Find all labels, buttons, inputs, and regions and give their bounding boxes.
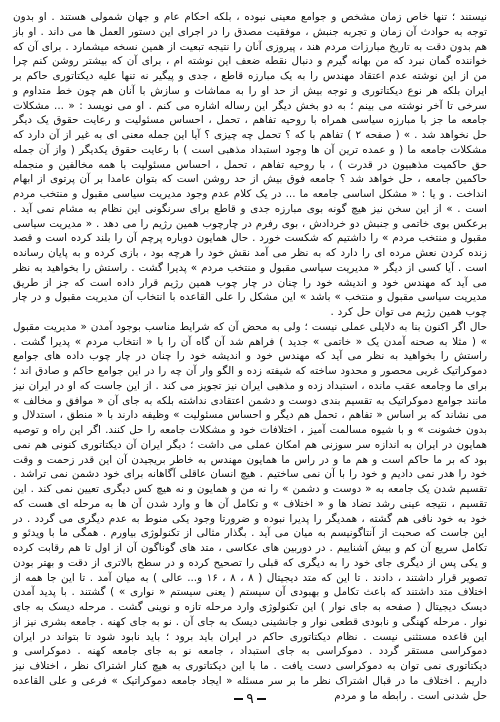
footer-dash-left bbox=[234, 698, 243, 700]
paragraph-1: نیستند ؛ تنها خاص زمان مشخص و جوامع معینی نبوده ، بلکه احکام عام و جهان شمولی هستند . او بدون توجه به حوادث آن زمان و تجربه جنبش ، موفقیت مصدق را در اجرای این دستور العمل ها می داند . او باز هم بدون دقت به تاریخ مبارزات مردم هند ، پیروزی آنان را نتیجه تبعیت از همین نسخه میشمارد . برای آن که خواننده گمان نبرد که من بهانه گیرم و دنبال نقطه ضعف این نوشته ام ، برای آن که بیشتر روشن کنم چرا من از این نوشته عدم اعتقاد مهندس را به یک مبارزه قاطع ، جدی و پیگیر نه تنها علیه دیکتاتوری حاکم بر ایران بلکه هر نوع دیکتاتوری و توجه بیش از حد او را به مماشات و سازش با آنان هم چون خط متداوم و سرخی تا آخر نوشته می بینم ؛ به دو بخش دیگر این رساله اشاره می کنم . او می نویسد : « ... مشکلات جامعه ما جز با مبارزه سیاسی همراه با روحیه تفاهم ، تحمل ، احساس مسئولیت و رعایت حقوق یک دیگر حل نخواهد شد . » ( صفحه ۲ ) تفاهم با که ؟ تحمل چه چیزی ؟ آیا این جمله معنی ای به غیر از آن دارد که مشکلات جامعه ما ( و عمده ترین آن ها وجود استبداد مذهبی است ) با رعایت حقوق یکدیگر ( واز آن جمله حق حاکمیت مذهبیون در قدرت ) ، با روحیه تفاهم ، تحمل ، احساس مسئولیت با همه مخالفین و منجمله حاکمین جامعه ، حل خواهد شد ؟ جامعه فوق بیش از حد روشن است که بتوان عامدا بر آن پرتوی از ابهام انداخت . و یا : « مشکل اساسی جامعه ما ... در یک کلام عدم وجود مدیریت سیاسی مقبول و منتخب مردم است . » از این سخن نیز هیچ گونه بوی مبارزه جدی و قاطع برای سرنگونی این نظام به مشام نمی آید . برعکس بوی خاتمی و جنبش دو خردادش ، بوی رفرم در چارچوب همین رژیم را می دهد . « مدیریت سیاسی مقبول و منتخب مردم » را داشتیم که شکست خورد . حال همایون دوباره پرچم آن را بلند کرده است و قصد زنده کردن نعش مرده ای را دارد که به نظر می آمد نقش خود را هرچه بود ، بازی کرده و به پایان رسانده است . آیا کسی از دیگر « مدیریت سیاسی مقبول و منتخب مردم » پدیرا گشت . راستش را بخواهید به نظر می آید که مهندس خود و اندیشه خود را چنان در چار چوب همین رژیم قرار داده است که جز از طریق مدیریت سیاسی مقبول و منتخب » باشد » این مشکل را علی القاعده با انتخاب آن مدیریت مقبول و در چار چوب همین رژیم می توان حل کرد . bbox=[13, 11, 488, 318]
paragraph-2: حال اگر اکنون بنا به دلایلی عملی نیست ؛ ولی به محض آن که شرایط مناسب بوجود آمدن « مدیریت مقبول » ( مثلا به صحنه آمدن یک « خاتمی » جدید ) فراهم شد آن گاه آن را با « انتخاب مردم » پدیرا گشت . راستش را بخواهید به نظر می آید که مهندس خود و اندیشه خود را چنان در چار چوب داده های جوامع دموکراتیک غربی محصور و محدود ساخته که شیفته زده و الگو وار آن چه را در این جوامع حاکم و صادق اند ؛ برای ما وجامعه عقب مانده ، استبداد زده و مذهبی ایران نیز تجویز می کند . از این جاست که او در ایران نیز مانند جوامع دموکراتیک به تقسیم بندی دوست و دشمن اعتقادی نداشته بلکه به جای آن « موافق و مخالف » می نشاند که بر اساس « تفاهم ، تحمل هم دیگر و احساس مسئولیت » وظیفه دارند با « منطق ، استدلال و بدون خشونت » و با شیوه مسالمت آمیز ، اختلافات خود و مشکلات جامعه را حل کنند. اگر این راه و توصیه همایون در ایران به اندازه سر سوزنی هم امکان عملی می داشت ؛ دیگر ایران آن دیکتاتوری کنونی هم نمی بود که بر ما حاکم است و هم ما و در راس ما همایون مهندس به خاطر بریجیدن آن این قدر زحمت و وقت خود را هدر نمی دادیم و خود را با آن نمی ساختیم . هیچ انسان عاقلی آگاهانه برای خود دشمن نمی تراشد . تقسیم شدن یک جامعه به « دوست و دشمن » را نه من و همایون و نه هیچ کس دیگری تعیین نمی کند . این تقسیم ، نتیجه عینی رشد تضاد ها و « اختلاف » و تکامل آن ها و وارد شدن آن ها به مرحله ای هست که خود به خود نافی هم گشته ، همدیگر را پدیرا نبوده و ضرورتا وجود یکی منوط به عدم دیگری می گردد . در این جاست که صحبت از آنتاگونیسم به میان می آید . بگذار مثالی از تکنولوژی بیاورم . همگی ما با ویدئو و تکامل سریع آن کم و بیش آشناییم . در دوربین های عکاسی ، متد های گوناگون آن از اول تا هم رقابت کرده و یکی پس از دیگری جای خود را به دیگری که قبلی را تصحیح کرده و در سطح بالاتری از دقت و بهتر بودن تصویر قرار داشتند ، دادند . تا این که متد دیجیتال ( ۸ ، ۸ ، ۱۶ و... عالی ) به میان آمد . تا این جا همه از اختلاف متد داشتند که باعث تکامل و بهبودی آن سیستم ( یعنی سیستم « نواری » ) گشتند . با پدید آمدن دیسک دیجیتال ( صفحه به جای نوار ) این تکنولوژی وارد مرحله تازه و نوینی گشت . مرحله دیسک به جای نوار . مرحله کهنگی و نابودی قطعی نوار و جانشینی دیسک به جای آن . نو به جای کهنه . جامعه بشری نیز از این قاعده مستثنی نیست . نظام دیکتاتوری حاکم در ایران باید برود ؛ باید نابود شود تا بتواند در ایران دموکراسی مستقر گردد . دموکراسی به جای استبداد ، جامعه نو به جای جامعه کهنه . دموکراسی و دیکتاتوری نمی توان به دموکراسی دست یافت . ما با این دیکتاتوری به هیچ کنار اشتراک نظر ، اختلاف نیز داریم . اختلاف ما در قبال اشتراک نظر ما بر سر مسئله « ایجاد جامعه دموکراتیک » فرعی و علی القاعده حل شدنی است . رابطه ما و مردم bbox=[13, 320, 487, 702]
footer-dash-right bbox=[257, 698, 266, 700]
body-text bbox=[13, 10, 487, 703]
page-number: ۹ bbox=[246, 691, 254, 707]
page-footer bbox=[0, 687, 500, 711]
